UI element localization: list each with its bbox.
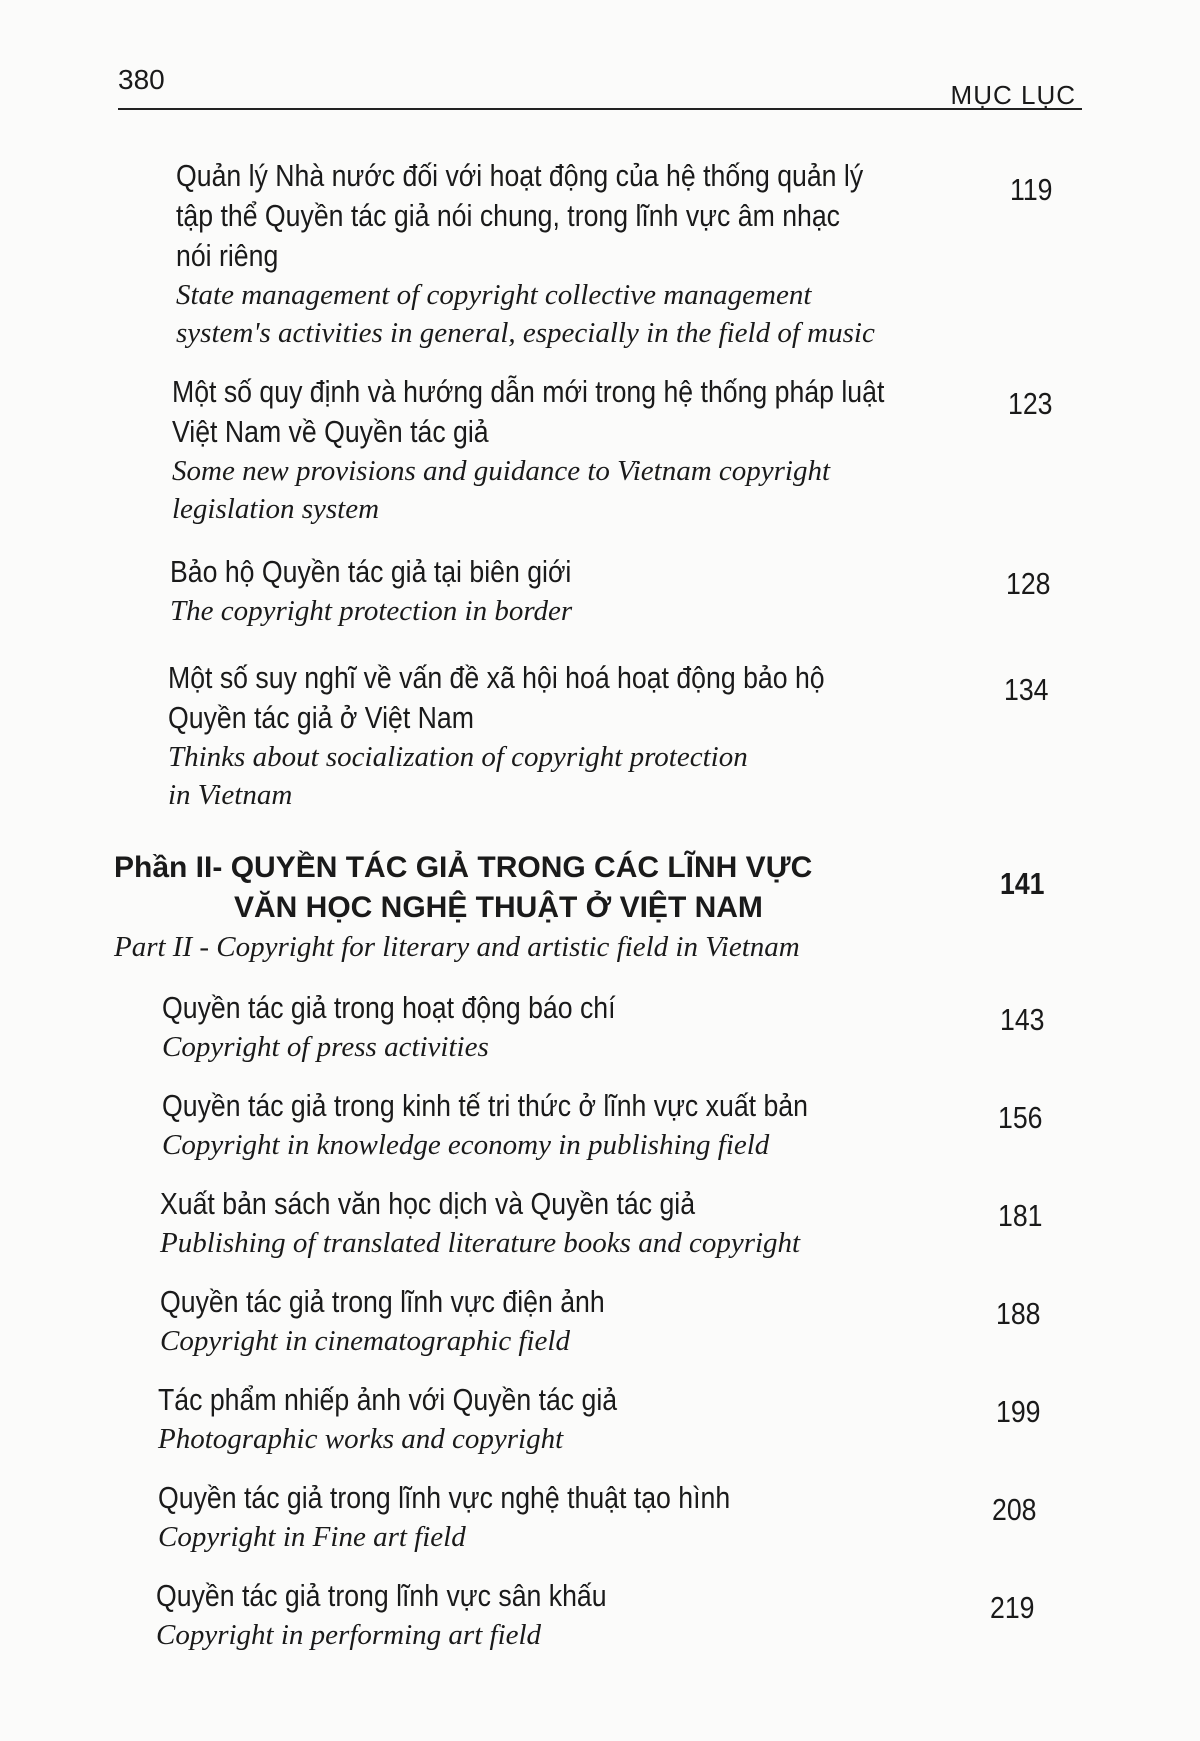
entry-title-vn: Tác phẩm nhiếp ảnh với Quyền tác giả (158, 1382, 618, 1417)
entry-page-number: 181 (998, 1198, 1043, 1233)
part-page-number: 141 (1000, 866, 1045, 901)
entry-title-en: Copyright in knowledge economy in publishing field (162, 1129, 770, 1161)
toc-entry (172, 372, 1000, 528)
toc-entry (160, 1282, 677, 1360)
entry-title-en: system's activities in general, especially in the field of music (176, 317, 875, 349)
page-number: 380 (118, 64, 165, 95)
entry-title-en: Some new provisions and guidance to Vietnam copyright (172, 455, 831, 487)
entry-title-vn: Quyền tác giả trong kinh tế tri thức ở lĩnh vực xuất bản (162, 1088, 808, 1123)
entry-title-en: Photographic works and copyright (158, 1423, 564, 1455)
entry-title-en: in Vietnam (168, 779, 293, 811)
entry-title-en: State management of copyright collective management (176, 279, 812, 311)
entry-page-number: 134 (1004, 672, 1049, 707)
entry-title-en: Thinks about socialization of copyright protection (168, 741, 748, 773)
entry-page-number: 119 (1010, 172, 1053, 207)
toc-entry (158, 1380, 692, 1458)
toc-entry (168, 658, 932, 814)
entry-page-number: 219 (990, 1590, 1035, 1625)
entry-page-number: 208 (992, 1492, 1037, 1527)
entry-title-vn: Quyền tác giả trong lĩnh vực điện ảnh (160, 1284, 605, 1319)
entry-title-en: Copyright in Fine art field (158, 1521, 466, 1553)
entry-title-vn: tập thể Quyền tác giả nói chung, trong lĩnh vực âm nhạc (176, 198, 841, 233)
page-header (118, 58, 1082, 110)
entry-title-vn: Quyền tác giả trong lĩnh vực sân khấu (156, 1578, 607, 1613)
entry-page-number: 123 (1008, 386, 1053, 421)
toc-entry (156, 1576, 680, 1654)
entry-page-number: 188 (996, 1296, 1041, 1331)
toc-entry (176, 156, 975, 352)
toc-entry (162, 1086, 913, 1164)
entry-page-number: 128 (1006, 566, 1051, 601)
part-title-line1: QUYỀN TÁC GIẢ TRONG CÁC LĨNH VỰC (230, 851, 813, 884)
part-label: Phần II- (114, 851, 223, 884)
toc-entry (162, 988, 689, 1066)
entry-title-vn: nói riêng (176, 238, 279, 273)
entry-title-en: Publishing of translated literature books and copyright (160, 1227, 801, 1259)
entry-title-en: Copyright in cinematographic field (160, 1325, 570, 1357)
entry-title-vn: Một số suy nghĩ về vấn đề xã hội hoá hoạt động bảo hộ (168, 660, 825, 695)
entry-title-vn: Việt Nam về Quyền tác giả (172, 414, 489, 449)
entry-title-vn: Bảo hộ Quyền tác giả tại biên giới (170, 554, 572, 589)
entry-title-vn: Quản lý Nhà nước đối với hoạt động của hệ thống quản lý (176, 158, 864, 193)
entry-title-vn: Quyền tác giả ở Việt Nam (168, 700, 474, 735)
entry-title-vn: Quyền tác giả trong lĩnh vực nghệ thuật tạo hình (158, 1480, 731, 1515)
entry-title-vn: Một số quy định và hướng dẫn mới trong hệ thống pháp luật (172, 374, 885, 409)
entry-title-en: legislation system (172, 493, 380, 525)
part-heading (114, 848, 812, 966)
toc-entry (160, 1184, 800, 1262)
toc-entry (158, 1478, 823, 1556)
entry-page-number: 199 (996, 1394, 1041, 1429)
running-title: MỤC LỤC (950, 80, 1076, 110)
entry-title-vn: Xuất bản sách văn học dịch và Quyền tác giả (160, 1186, 696, 1221)
part-title-en: Part II - Copyright for literary and artistic field in Vietnam (114, 931, 800, 963)
entry-title-en: Copyright of press activities (162, 1031, 489, 1063)
entry-title-en: Copyright in performing art field (156, 1619, 542, 1651)
toc-entry (170, 552, 637, 630)
entry-page-number: 143 (1000, 1002, 1045, 1037)
entry-page-number: 156 (998, 1100, 1043, 1135)
entry-title-en: The copyright protection in border (170, 595, 573, 627)
entry-title-vn: Quyền tác giả trong hoạt động báo chí (162, 990, 616, 1025)
part-title-line2: VĂN HỌC NGHỆ THUẬT Ở VIỆT NAM (234, 891, 763, 924)
part-title (114, 848, 812, 928)
